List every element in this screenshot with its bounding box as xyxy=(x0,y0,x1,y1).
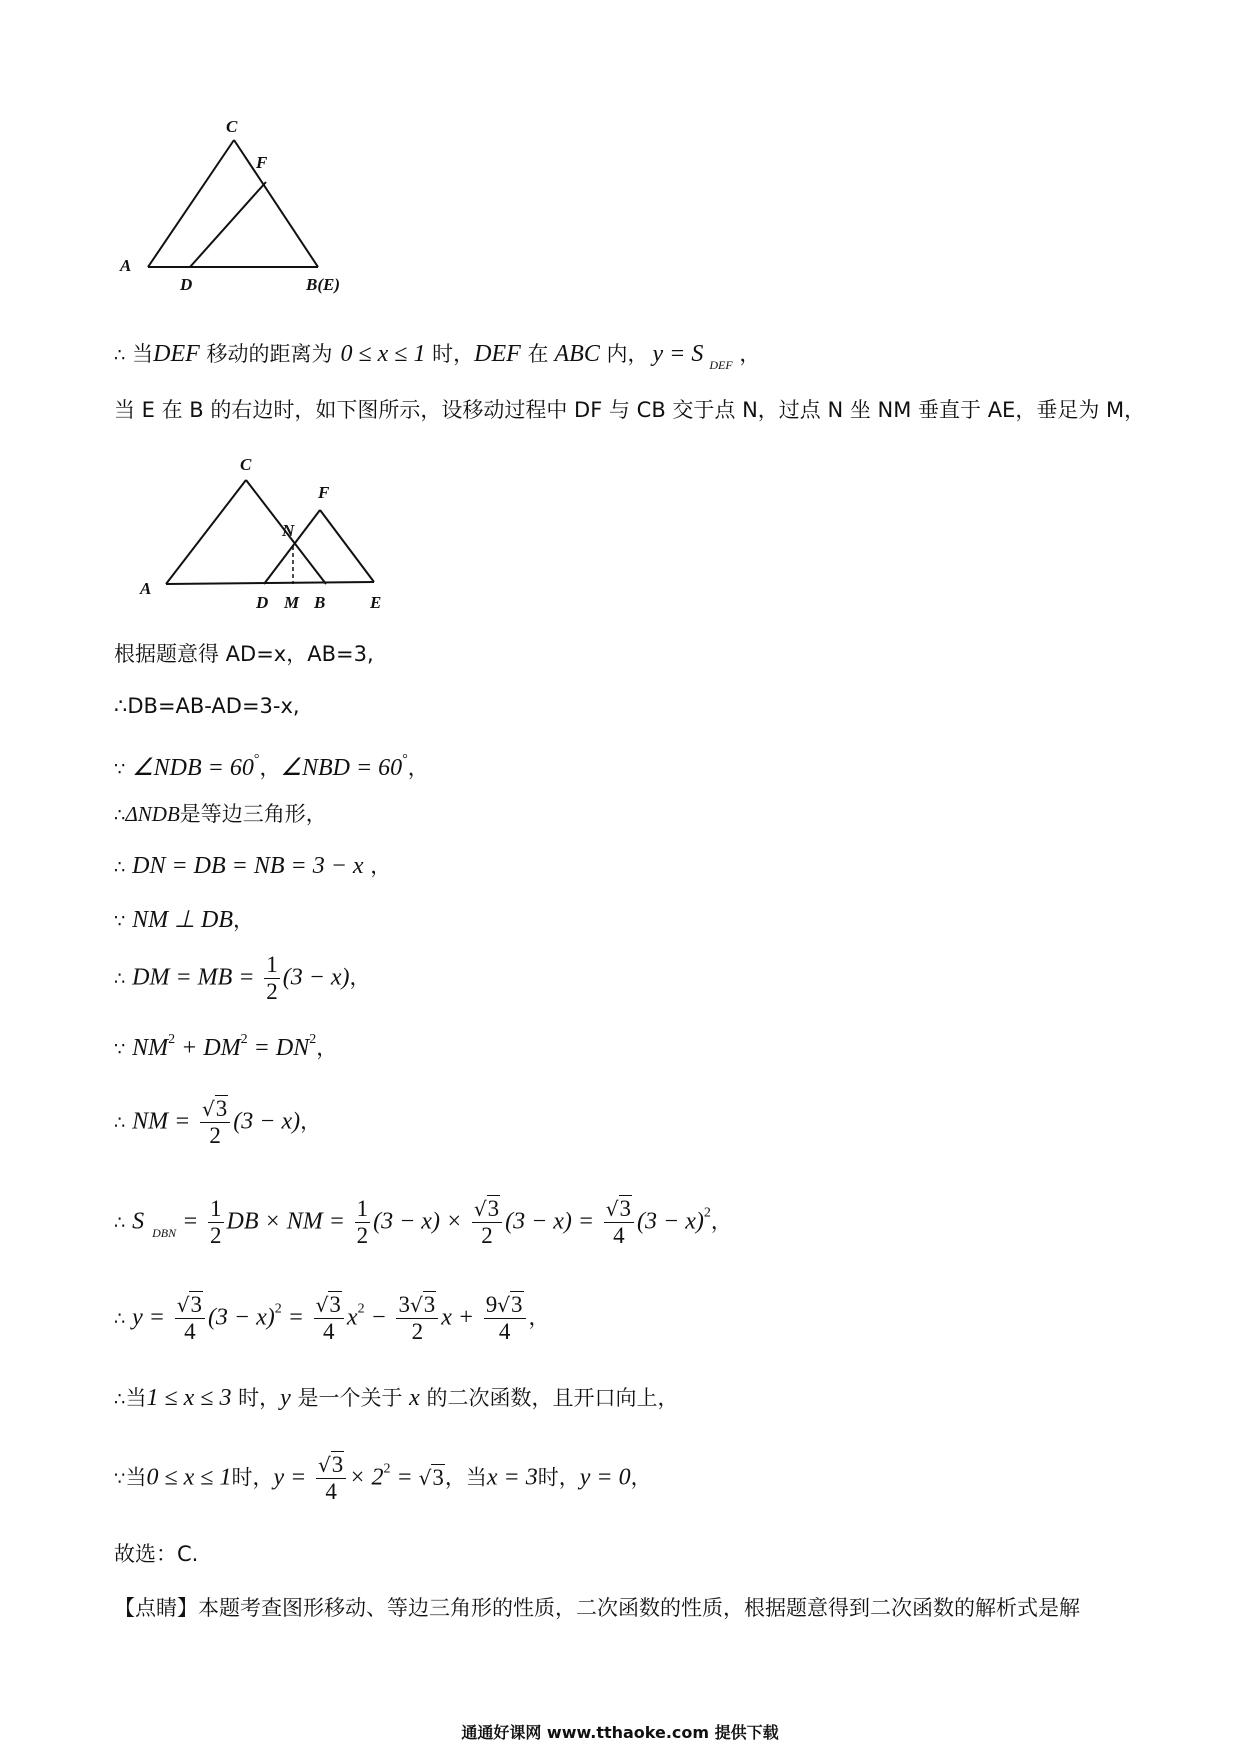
denominator: 2 xyxy=(356,1223,369,1248)
subscript-def: DEF xyxy=(709,358,733,372)
radicand: 3 xyxy=(329,1292,341,1317)
numerator: 1 xyxy=(266,952,278,977)
figure-triangle-abc-def-start xyxy=(110,110,370,300)
math-paren: (3 − x) xyxy=(207,1304,275,1331)
denominator: 2 xyxy=(210,1223,222,1248)
degree: ° xyxy=(253,752,260,767)
subscript-dbn: DBN xyxy=(152,1225,177,1240)
math-y-eq-s: y = S xyxy=(652,341,704,367)
text: 当 xyxy=(125,1465,147,1490)
label-b: B xyxy=(314,593,326,612)
text: 在 xyxy=(520,342,549,366)
text-line-13 xyxy=(114,1292,550,1345)
fraction-1 xyxy=(175,1292,205,1345)
radicand: 3 xyxy=(619,1196,632,1221)
radical-sign: √ xyxy=(497,1293,511,1317)
therefore-symbol: ∴ xyxy=(114,1212,126,1234)
math-range: 0 ≤ x ≤ 1 xyxy=(146,1464,232,1491)
math-3-minus-x: (3 − x) xyxy=(233,1108,301,1135)
text: ， xyxy=(316,1036,338,1060)
text: ， xyxy=(630,1465,652,1490)
text: 是等边三角形， xyxy=(179,802,327,826)
text-line-15 xyxy=(114,1452,652,1505)
text: ，当 xyxy=(444,1465,487,1490)
math-minus: − xyxy=(364,1304,387,1331)
radicand: 3 xyxy=(487,1196,500,1221)
therefore-symbol: ∴ xyxy=(114,345,126,366)
label-c: C xyxy=(240,455,252,474)
math-db-times-nm: DB × NM = xyxy=(226,1208,345,1235)
fraction-4 xyxy=(604,1196,634,1249)
numerator xyxy=(484,1292,526,1318)
numerator xyxy=(604,1196,634,1222)
exponent: 2 xyxy=(357,1301,365,1317)
text: 的二次函数，且开口向上， xyxy=(419,1386,679,1410)
label-c: C xyxy=(226,117,238,136)
math-y-eq: y = xyxy=(132,1304,165,1331)
text: ， xyxy=(528,1305,550,1330)
exponent: 2 xyxy=(703,1205,711,1221)
label-d: D xyxy=(256,593,269,612)
coefficient: 3 xyxy=(398,1292,410,1317)
numerator: 1 xyxy=(356,1196,369,1221)
because-symbol: ∵ xyxy=(114,1468,126,1490)
denominator: 4 xyxy=(323,1319,335,1344)
label-a: A xyxy=(140,579,152,598)
radical-sign: √ xyxy=(418,1465,432,1490)
numerator xyxy=(200,1096,230,1122)
exponent: 2 xyxy=(168,1032,176,1047)
label-b-e: B(E) xyxy=(306,275,340,294)
text-line-1 xyxy=(114,340,760,379)
numerator xyxy=(396,1292,438,1318)
label-e: E xyxy=(370,593,382,612)
radical-sign: √ xyxy=(605,1197,619,1221)
because-symbol: ∵ xyxy=(114,759,126,780)
math-x: x xyxy=(409,1385,420,1411)
fraction-4 xyxy=(484,1292,526,1345)
therefore-symbol: ∴ xyxy=(114,1112,126,1134)
because-symbol: ∵ xyxy=(114,911,126,932)
therefore-symbol: ∴ xyxy=(114,968,126,990)
math-paren: (3 − x) xyxy=(637,1208,704,1235)
denominator: 2 xyxy=(209,1123,221,1148)
degree: ° xyxy=(402,752,408,767)
text-line-3: 根据题意得 AD=x，AB=3, xyxy=(114,642,374,666)
exponent: 2 xyxy=(240,1032,248,1047)
denominator: 2 xyxy=(266,979,278,1004)
text-line-12 xyxy=(114,1196,732,1249)
numerator xyxy=(175,1292,205,1318)
fraction-1 xyxy=(208,1196,224,1249)
math-angle-nbd: ∠NBD = 60 xyxy=(280,755,403,781)
text: 时， xyxy=(537,1465,580,1490)
text: ， xyxy=(233,908,255,932)
numerator: 1 xyxy=(210,1196,222,1221)
text: ， xyxy=(363,854,392,878)
text: 是一个关于 xyxy=(290,1386,410,1410)
math-paren-eq: (3 − x) = xyxy=(505,1208,595,1235)
numerator xyxy=(314,1292,344,1318)
segment-ae xyxy=(166,582,374,584)
text-line-14 xyxy=(114,1384,679,1414)
math-paren-times: (3 − x) × xyxy=(373,1208,463,1235)
coefficient: 9 xyxy=(485,1292,498,1317)
label-a: A xyxy=(120,256,132,275)
numerator xyxy=(472,1196,502,1222)
radicand: 3 xyxy=(190,1292,202,1317)
math-eq: = xyxy=(281,1304,304,1331)
math-x: x xyxy=(346,1304,358,1331)
radicand: 3 xyxy=(432,1464,444,1490)
label-n: N xyxy=(282,521,295,540)
because-symbol: ∵ xyxy=(114,1039,126,1060)
fraction-2 xyxy=(355,1196,371,1249)
radicand: 3 xyxy=(331,1452,344,1477)
fraction-3 xyxy=(396,1292,438,1345)
fraction-root3-over-4 xyxy=(316,1452,346,1505)
math-dm-mb: DM = MB = xyxy=(132,964,255,991)
text: ， xyxy=(732,342,761,366)
text: ， xyxy=(407,756,429,780)
math-dn-db-nb: DN = DB = NB = 3 − x xyxy=(132,853,364,879)
segment-ac xyxy=(166,480,246,584)
therefore-symbol: ∴ xyxy=(114,805,126,826)
math-angle-ndb: ∠NDB = 60 xyxy=(132,755,254,781)
figure2-svg xyxy=(130,450,410,610)
segment-df xyxy=(190,182,266,267)
denominator: 4 xyxy=(184,1319,196,1344)
radical-sign: √ xyxy=(315,1293,329,1317)
math-nm-perp-db: NM ⊥ DB xyxy=(132,907,234,933)
fraction-2 xyxy=(314,1292,344,1345)
text-line-17: 【点睛】本题考查图形移动、等边三角形的性质，二次函数的性质，根据题意得到二次函数的解析式是解 xyxy=(114,1596,1080,1620)
math-y-eq-0: y = 0 xyxy=(579,1464,631,1491)
text: 时， xyxy=(231,1465,274,1490)
text: 时， xyxy=(425,342,475,366)
therefore-symbol: ∴ xyxy=(114,1308,126,1330)
denominator: 4 xyxy=(325,1479,337,1504)
math-eq: = xyxy=(390,1464,413,1491)
math-x-plus: x + xyxy=(441,1304,475,1331)
math-nm-eq: NM = xyxy=(132,1108,191,1135)
text: 当 xyxy=(125,342,154,366)
text-line-7 xyxy=(114,852,391,882)
radicand: 3 xyxy=(511,1292,523,1317)
radical-sign: √ xyxy=(409,1293,423,1317)
fraction-root3-over-2 xyxy=(200,1096,230,1149)
math-range: 0 ≤ x ≤ 1 xyxy=(340,341,426,367)
math-def-2: DEF xyxy=(474,341,521,367)
therefore-symbol: ∴ xyxy=(114,1389,126,1410)
radical-sign: √ xyxy=(176,1293,190,1317)
math-root3 xyxy=(419,1465,445,1490)
math-nm: NM xyxy=(132,1035,169,1061)
denominator: 2 xyxy=(411,1319,424,1344)
radical-sign: √ xyxy=(473,1197,487,1221)
radical-sign: √ xyxy=(318,1453,331,1477)
label-f: F xyxy=(318,483,330,502)
math-y: y xyxy=(280,1385,291,1411)
text-line-11 xyxy=(114,1096,321,1149)
text: ， xyxy=(349,965,371,990)
math-3-minus-x: (3 − x) xyxy=(282,964,350,991)
footer-source: 通通好课网 www.tthaoke.com 提供下载 xyxy=(461,1723,779,1742)
text: 内， xyxy=(599,342,649,366)
math-plus-dm: + DM xyxy=(175,1035,241,1061)
text-line-4: ∴DB=AB-AD=3-x, xyxy=(114,694,300,718)
math-y-eq: y = xyxy=(273,1464,307,1491)
fraction-3 xyxy=(472,1196,502,1249)
therefore-symbol: ∴ xyxy=(114,857,126,878)
text-line-8 xyxy=(114,906,254,936)
text-line-16: 故选：C. xyxy=(114,1542,199,1566)
text: 时， xyxy=(231,1386,281,1410)
radicand: 3 xyxy=(215,1096,228,1121)
label-f: F xyxy=(256,153,268,172)
denominator: 4 xyxy=(613,1223,625,1248)
math-range: 1 ≤ x ≤ 3 xyxy=(146,1385,232,1411)
text: 当 xyxy=(125,1386,147,1410)
math-eq: = xyxy=(176,1208,199,1235)
radicand: 3 xyxy=(423,1292,436,1317)
text-line-5 xyxy=(114,746,429,784)
text: 移动的距离为 xyxy=(199,342,333,366)
text-line-2: 当 E 在 B 的右边时，如下图所示，设移动过程中 DF 与 CB 交于点 N，过点 N 坐 NM 垂直于 AE，垂足为 M， xyxy=(114,398,1146,422)
radical-sign: √ xyxy=(202,1097,215,1121)
segment-fe xyxy=(320,510,374,582)
denominator: 2 xyxy=(481,1223,493,1248)
exponent: 2 xyxy=(274,1301,282,1317)
label-m: M xyxy=(284,593,300,612)
text: ， xyxy=(259,756,281,780)
segment-ac xyxy=(148,140,234,267)
text-line-6 xyxy=(114,800,327,830)
math-eq-dn: = DN xyxy=(247,1035,310,1061)
label-d: D xyxy=(180,275,193,294)
math-x-eq-3: x = 3 xyxy=(486,1464,538,1491)
exponent: 2 xyxy=(309,1032,317,1047)
math-times-2: × 2 xyxy=(349,1464,384,1491)
denominator: 4 xyxy=(498,1319,511,1344)
fraction-one-half xyxy=(264,952,280,1005)
text: ， xyxy=(710,1209,732,1234)
math-abc: ABC xyxy=(554,341,600,367)
math-def: DEF xyxy=(153,341,200,367)
exponent: 2 xyxy=(383,1461,391,1477)
figure-triangles-overlap xyxy=(130,450,410,610)
figure1-svg xyxy=(110,110,370,300)
math-triangle-ndb: ΔNDB xyxy=(125,802,180,826)
text: ， xyxy=(300,1109,322,1134)
text-line-9 xyxy=(114,952,371,1005)
text-line-10 xyxy=(114,1026,337,1064)
numerator xyxy=(316,1452,346,1478)
math-s: S xyxy=(132,1208,145,1235)
